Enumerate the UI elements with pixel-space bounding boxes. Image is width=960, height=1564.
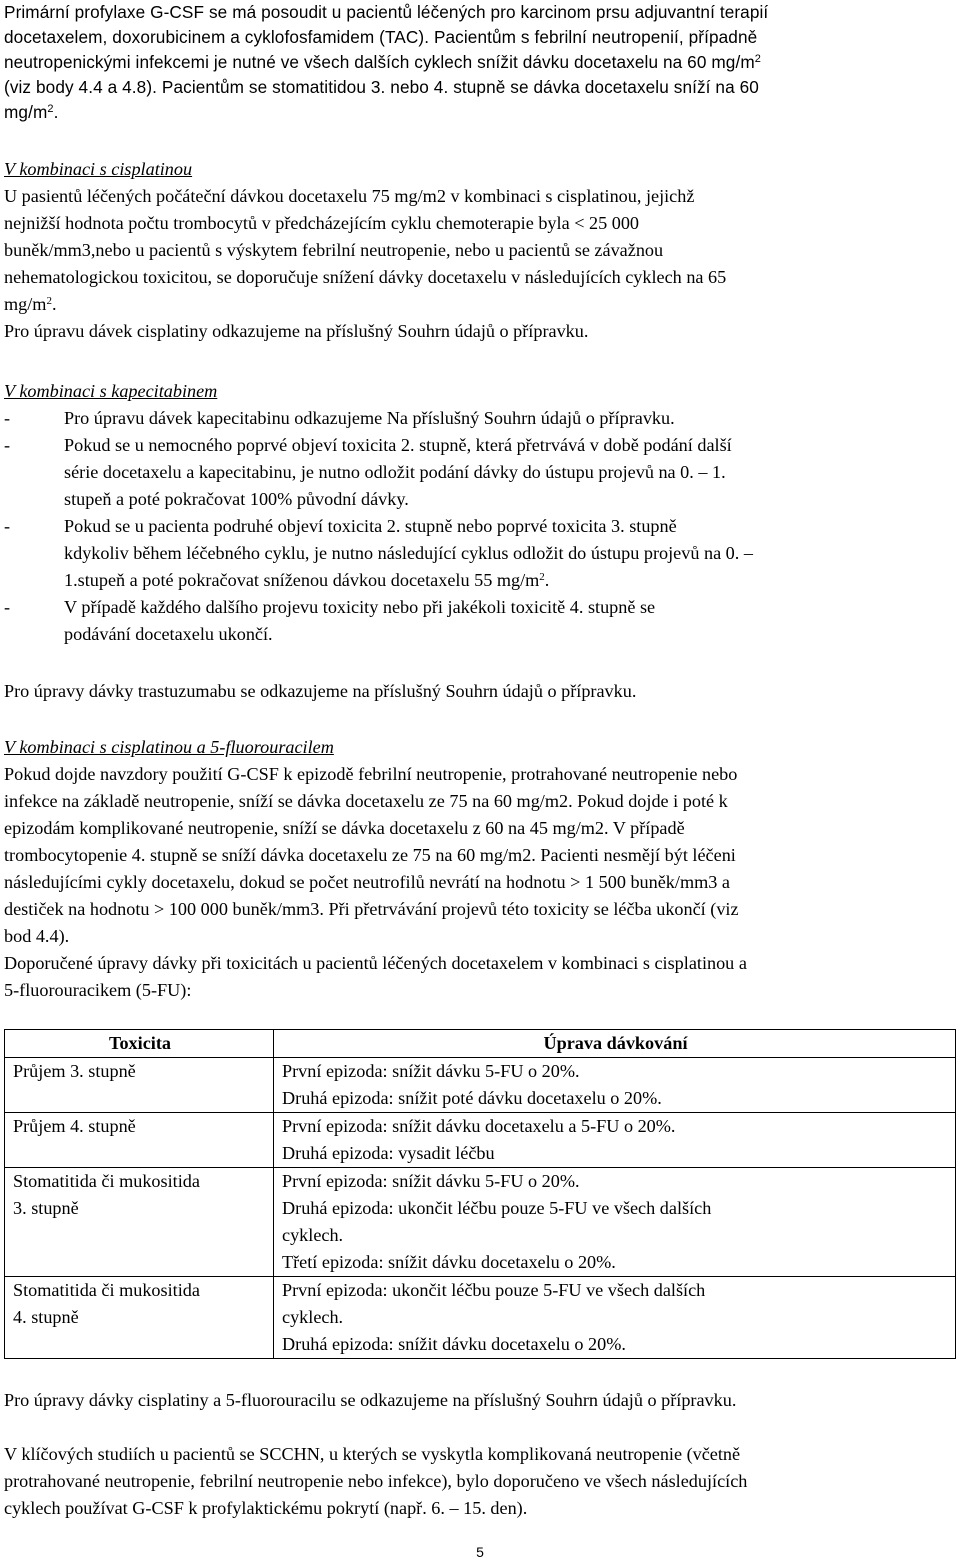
paragraph-line: cyklech používat G-CSF k profylaktickému pokrytí (např. 6. ‒ 15. den). <box>4 1498 528 1518</box>
paragraph-line: bod 4.4). <box>4 926 70 946</box>
paragraph-line: destiček na hodnotu > 100 000 buněk/mm3. Při přetrvávání projevů této toxicity se léčba ukončí (viz <box>4 899 739 919</box>
list-item-line: Pro úpravu dávek kapecitabinu odkazujeme Na příslušný Souhrn údajů o přípravku. <box>64 408 675 428</box>
list-item-line: 1.stupeň a poté pokračovat sníženou dávkou docetaxelu 55 $mg/m^2$. <box>64 570 550 590</box>
column-header-adjustment: Úprava dávkování <box>274 1030 956 1058</box>
toxicity-table <box>4 1029 956 1359</box>
table-header-row <box>5 1030 956 1058</box>
table-row <box>5 1277 956 1359</box>
toxicity-cell: Stomatitida či mukositida 3. stupně <box>5 1168 274 1277</box>
list-item-line: kdykoliv během léčebného cyklu, je nutno následující cyklus odložit do ústupu projevů na 0. ‒ <box>64 543 753 563</box>
dash-list <box>4 405 956 648</box>
list-item <box>4 513 956 594</box>
table-row <box>5 1168 956 1277</box>
dash-bullet: - <box>4 516 11 536</box>
toxicity-cell: Průjem 4. stupně <box>5 1113 274 1168</box>
paragraph-line: Pokud dojde navzdory použití G-CSF k epizodě febrilní neutropenie, protrahované neutropenie nebo <box>4 764 738 784</box>
paragraph-line: Pro úpravy dávky trastuzumabu se odkazujeme na příslušný Souhrn údajů o přípravku. <box>4 681 637 701</box>
intro-line: (viz body 4.4 a 4.8). Pacientům se stomatitidou 3. nebo 4. stupně se dávka docetaxelu sníží na 60 <box>4 77 759 97</box>
paragraph-line: epizodám komplikované neutropenie, sníží se dávka docetaxelu z 60 na 45 mg/m2. V případě <box>4 818 685 838</box>
section-heading: V kombinaci s cisplatinou <box>4 159 193 179</box>
adjustment-cell: První epizoda: snížit dávku 5-FU o 20%. Druhá epizoda: snížit poté dávku docetaxelu o 20%. <box>274 1058 956 1113</box>
paragraph-line: U pasientů léčených počáteční dávkou docetaxelu 75 mg/m2 v kombinaci s cisplatinou, jejichž <box>4 186 695 206</box>
capecitabine-section <box>4 378 956 648</box>
cisplatin-section <box>4 156 956 345</box>
paragraph-line: infekce na základě neutropenie, sníží se dávka docetaxelu ze 75 na 60 mg/m2. Pokud dojde i poté k <box>4 791 728 811</box>
scchn-paragraph <box>4 1441 956 1522</box>
section-heading: V kombinaci s kapecitabinem <box>4 381 218 401</box>
paragraph-line: $mg/m^2$. <box>4 294 57 314</box>
paragraph-line: Pro úpravu dávek cisplatiny odkazujeme na příslušný Souhrn údajů o přípravku. <box>4 321 589 341</box>
paragraph-line: trombocytopenie 4. stupně se sníží dávka docetaxelu ze 75 na 60 mg/m2. Pacienti nesmějí být léčeni <box>4 845 736 865</box>
intro-paragraph <box>4 0 956 125</box>
paragraph-line: protrahované neutropenie, febrilní neutropenie nebo infekce), bylo doporučeno ve všech následujících <box>4 1471 748 1491</box>
paragraph-line: nehematologickou toxicitou, se doporučuje snížení dávky docetaxelu v následujících cyklech na 65 <box>4 267 727 287</box>
dash-bullet: - <box>4 408 11 428</box>
adjustment-cell: První epizoda: ukončit léčbu pouze 5-FU ve všech dalších cyklech. Druhá epizoda: snížit dávku docetaxelu o 20%. <box>274 1277 956 1359</box>
superscript: 2 <box>46 295 52 307</box>
list-item-line: V případě každého dalšího projevu toxicity nebo při jakékoli toxicitě 4. stupně se <box>64 597 656 617</box>
adjustment-cell: První epizoda: snížit dávku 5-FU o 20%. Druhá epizoda: ukončit léčbu pouze 5-FU ve všech dalších cyklech. Třetí epizoda: snížit dávku docetaxelu o 20%. <box>274 1168 956 1277</box>
dash-bullet: - <box>4 597 11 617</box>
list-item <box>4 405 956 432</box>
paragraph-line: buněk/mm3,nebo u pacientů s výskytem febrilní neutropenie, nebo u pacientů se závažnou <box>4 240 664 260</box>
list-item-line: Pokud se u pacienta podruhé objeví toxicita 2. stupně nebo poprvé toxicita 3. stupně <box>64 516 677 536</box>
superscript: 2 <box>539 571 545 583</box>
toxicity-cell: Stomatitida či mukositida 4. stupně <box>5 1277 274 1359</box>
list-item-line: série docetaxelu a kapecitabinu, je nutno odložit podání dávky do ústupu projevů na 0. ‒ 1. <box>64 462 726 482</box>
intro-line: Primární profylaxe G-CSF se má posoudit u pacientů léčených pro karcinom prsu adjuvantní terapií <box>4 2 769 22</box>
paragraph-line: V klíčových studiích u pacientů se SCCHN, u kterých se vyskytla komplikovaná neutropenie (včetně <box>4 1444 741 1464</box>
paragraph-line: Pro úpravy dávky cisplatiny a 5-fluorouracilu se odkazujeme na příslušný Souhrn údajů o přípravku. <box>4 1390 737 1410</box>
adjustment-cell: První epizoda: snížit dávku docetaxelu a 5-FU o 20%. Druhá epizoda: vysadit léčbu <box>274 1113 956 1168</box>
intro-line: neutropenickými infekcemi je nutné ve všech dalších cyklech snížit dávku docetaxelu na 60 $mg/m^2$ <box>4 52 761 72</box>
page-number: 5 <box>476 1544 484 1560</box>
list-item-line: podávání docetaxelu ukončí. <box>64 624 273 644</box>
cisplatin-5fu-note <box>4 1387 956 1414</box>
intro-line: docetaxelem, doxorubicinem a cyklofosfamidem (TAC). Pacientům s febrilní neutropenií, případně <box>4 27 758 47</box>
toxicity-cell: Průjem 3. stupně <box>5 1058 274 1113</box>
paragraph-line: Doporučené úpravy dávky při toxicitách u pacientů léčených docetaxelem v kombinaci s cisplatinou a <box>4 953 747 973</box>
cisplatin-5fu-section <box>4 734 956 1004</box>
section-heading: V kombinaci s cisplatinou a 5-fluorouracilem <box>4 737 334 757</box>
superscript: 2 <box>47 103 54 115</box>
paragraph-line: 5-fluorouracikem (5-FU): <box>4 980 192 1000</box>
table-row <box>5 1113 956 1168</box>
dash-bullet: - <box>4 435 11 455</box>
list-item <box>4 432 956 513</box>
superscript: 2 <box>754 53 761 65</box>
table-row <box>5 1058 956 1113</box>
paragraph-line: nejnižší hodnota počtu trombocytů v předcházejícím cyklu chemoterapie byla < 25 000 <box>4 213 640 233</box>
column-header-toxicity: Toxicita <box>5 1030 274 1058</box>
trastuzumab-note <box>4 678 956 705</box>
paragraph-line: následujícími cykly docetaxelu, dokud se počet neutrofilů nevrátí na hodnotu > 1 500 buněk/mm3 a <box>4 872 730 892</box>
list-item <box>4 594 956 648</box>
list-item-line: Pokud se u nemocného poprvé objeví toxicita 2. stupně, která přetrvává v době podání další <box>64 435 732 455</box>
list-item-line: stupeň a poté pokračovat 100% původní dávky. <box>64 489 409 509</box>
intro-line: $mg/m^2$. <box>4 102 59 122</box>
